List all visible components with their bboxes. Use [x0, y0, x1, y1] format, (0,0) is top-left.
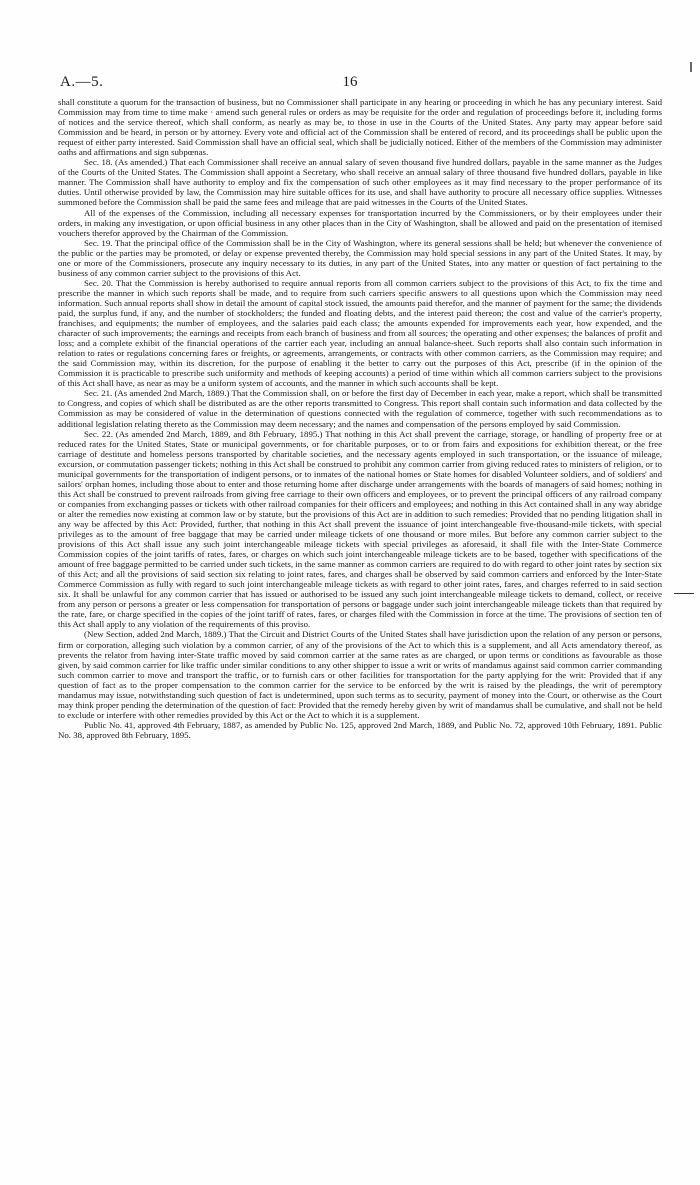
paragraph-public-laws: Public No. 41, approved 4th February, 1887, as amended by Public No. 125, approved 2nd March, 1889, and Public No. 72, approved 10th February, 1891. Public No. 38, approved 8th February, 1895. — [58, 719, 662, 740]
paragraph-expenses: All of the expenses of the Commission, including all necessary expenses for transportation incurred by the Commissioners, or by their employees under their orders, in making any investigation, or upon official business in any other places than in the City of Washington, shall be allowed and paid on the presentation of itemised vouchers therefor approved by the Chairman of the Commission. — [58, 207, 662, 238]
paragraph-sec-19: Sec. 19. That the principal office of the Commission shall be in the City of Washington, where its general sessions shall be held; but whenever the convenience of the public or the parties may be promoted, or delay or expense prevented thereby, the Commission may hold special sessions in any part of the United States. It may, by one or more of the Commissioners, prosecute any inquiry necessary to its duties, in any part of the United States, into any matter or question of fact pertaining to the business of any common carrier subject to the provisions of this Act. — [58, 237, 662, 278]
paragraph-sec-18: Sec. 18. (As amended.) That each Commissioner shall receive an annual salary of seven thousand five hundred dollars, payable in the same manner as the Judges of the Courts of the United States. The Commission shall appoint a Secretary, who shall receive an annual salary of three thousand five hundred dollars, payable in like manner. The Commission shall have authority to employ and fix the compensation of such other employees as it may find necessary to the proper performance of its duties. Until otherwise provided by law, the Commission may hire suitable offices for its use, and shall have authority to procure all necessary office supplies. Witnesses summoned before the Commission shall be paid the same fees and mileage that are paid witnesses in the Courts of the United States. — [58, 157, 662, 208]
body-text — [58, 97, 662, 740]
series-reference: A.—5. — [60, 74, 104, 90]
paragraph-sec-20: Sec. 20. That the Commission is hereby authorised to require annual reports from all common carriers subject to the provisions of this Act, to fix the time and prescribe the manner in which such reports shall be made, and to require from such carriers specific answers to all questions upon which the Commission may need information. Such annual reports shall show in detail the amount of capital stock issued, the amounts paid therefor, and the manner of payment for the same; the dividends paid, the surplus fund, if any, and the number of stockholders; the funded and floating debts, and the interest paid thereon; the cost and value of the carrier's property, franchises, and equipments; the number of employees, and the salaries paid each class; the amounts expended for improvements each year, how expended, and the character of such improvements; the earnings and receipts from each branch of business and from all sources; the operating and other expenses; the balances of profit and loss; and a complete exhibit of the financial operations of the carrier each year, including an annual balance-sheet. Such reports shall also contain such information in relation to rates or regulations concerning fares or freights, or agreements, arrangements, or contracts with other common carriers, as the Commission may require; and the said Commission may, within its discretion, for the purpose of enabling it the better to carry out the purposes of this Act, prescribe (if in the opinion of the Commission it is practicable to prescribe such uniformity and methods of keeping accounts) a period of time within which all common carriers subject to the provisions of this Act shall have, as near as may be a uniform system of accounts, and the manner in which such accounts shall be kept. — [58, 277, 662, 389]
page-number: 16 — [342, 74, 358, 90]
paragraph-sec-21: Sec. 21. (As amended 2nd March, 1889.) That the Commission shall, on or before the first day of December in each year, make a report, which shall be transmitted to Congress, and copies of which shall be distributed as are the other reports transmitted to Congress. This report shall contain such information and data collected by the Commission as may be considered of value in the determination of questions connected with the regulation of commerce, together with such recommendations as to additional legislation relating thereto as the Commission may deem necessary; and the names and compensation of the persons employed by said Commission. — [58, 388, 662, 429]
paragraph-new-section: (New Section, added 2nd March, 1889.) That the Circuit and District Courts of the United States shall have jurisdiction upon the relation of any person or persons, firm or corporation, alleging such violation by a common carrier, of any of the provisions of the Act to which this is a supplement, and all Acts amendatory thereof, as prevents the relator from having inter-State traffic moved by said common carrier at the same rates as are charged, or upon terms or conditions as favourable as those given, by said common carrier for like traffic under similar conditions to any other shipper to issue a writ or writs of mandamus against said common carrier commanding such common carrier to move and transport the traffic, or to furnish cars or other facilities for transportation for the party applying for the writ: Provided that if any question of fact as to the proper compensation to the common carrier for the service to be enforced by the writ is raised by the pleadings, the writ of peremptory mandamus may issue, notwithstanding such question of fact is undetermined, upon such terms as to security, payment of money into the Court, or otherwise as the Court may think proper pending the determination of the question of fact: Provided that the remedy hereby given by writ of mandamus shall be cumulative, and shall not be held to exclude or interfere with other remedies provided by this Act or the Act to which it is a supplement. — [58, 629, 662, 720]
paragraph-quorum: shall constitute a quorum for the transaction of business, but no Commissioner shall participate in any hearing or proceeding in which he has any pecuniary interest. Said Commission may from time to time make · amend such general rules or orders as may be requisite for the order and regulation of proceedings before it, including forms of notices and the service thereof, which shall conform, as nearly as may be, to those in use in the Courts of the United States. Any party may appear before said Commission and be heard, in person or by attorney. Every vote and official act of the Commission shall be entered of record, and its proceedings shall be public upon the request of either party interested. Said Commission shall have an official seal, which shall be judicially noticed. Either of the members of the Commission may administer oaths and affirmations and sign subpœnas. — [58, 97, 662, 158]
edge-mark — [690, 62, 692, 72]
paragraph-sec-22: Sec. 22. (As amended 2nd March, 1889, and 8th February, 1895.) That nothing in this Act shall prevent the carriage, storage, or handling of property free or at reduced rates for the United States, State or municipal governments, or for charitable purposes, or to or from fairs and expositions for exhibition thereat, or the free carriage of destitute and homeless persons transported by charitable societies, and the necessary agents employed in such transportation, or the issuance of mileage, excursion, or commutation passenger tickets; nothing in this Act shall be construed to prohibit any common carrier from giving reduced rates to ministers of religion, or to municipal governments for the transportation of indigent persons, or to inmates of the national homes or State homes for disabled Volunteer soldiers, and of soldiers' and sailors' orphan homes, including those about to enter and those returning home after discharge under arrangements with the boards of managers of said homes; nothing in this Act shall be construed to prevent railroads from giving free carriage to their own officers and employees, or to prevent the principal officers of any railroad company or companies from exchanging passes or tickets with other railroad companies for their officers and employees; and nothing in this Act contained shall in any way abridge or alter the remedies now existing at common law or by statute, but the provisions of this Act are in addition to such remedies: Provided that no pending litigation shall in any way be affected by this Act: Provided, further, that nothing in this Act shall prevent the issuance of joint interchangeable five-thousand-mile tickets, with special privileges as to the amount of free baggage that may be carried under mileage tickets of one thousand or more miles. But before any common carrier subject to the provisions of this Act shall issue any such joint interchangeable mileage tickets with special privileges as aforesaid, it shall file with the Inter-State Commerce Commission copies of the joint tariffs of rates, fares, or charges on which such joint interchangeable mileage tickets are to be based, together with specifications of the amount of free baggage permitted to be carried under such tickets, in the same manner as common carriers are required to do with regard to other joint rates by section six of this Act; and all the provisions of said section six relating to joint rates, fares, and charges shall be observed by said common carriers and enforced by the Inter-State Commerce Commission as fully with regard to such joint interchangeable mileage tickets as with regard to other joint rates, fares, and charges referred to in said section six. It shall be unlawful for any common carrier that has issued or authorised to be issued any such joint interchangeable mileage tickets to demand, collect, or receive from any person or persons a greater or less compensation for transportation of persons or baggage under such joint interchangeable mileage tickets than that required by the rate, fare, or charge specified in the copies of the joint tariff of rates, fares, or charges filed with the Commission in force at the time. The provisions of section ten of this Act shall apply to any violation of the requirements of this proviso. — [58, 428, 662, 630]
margin-dash — [674, 593, 694, 594]
